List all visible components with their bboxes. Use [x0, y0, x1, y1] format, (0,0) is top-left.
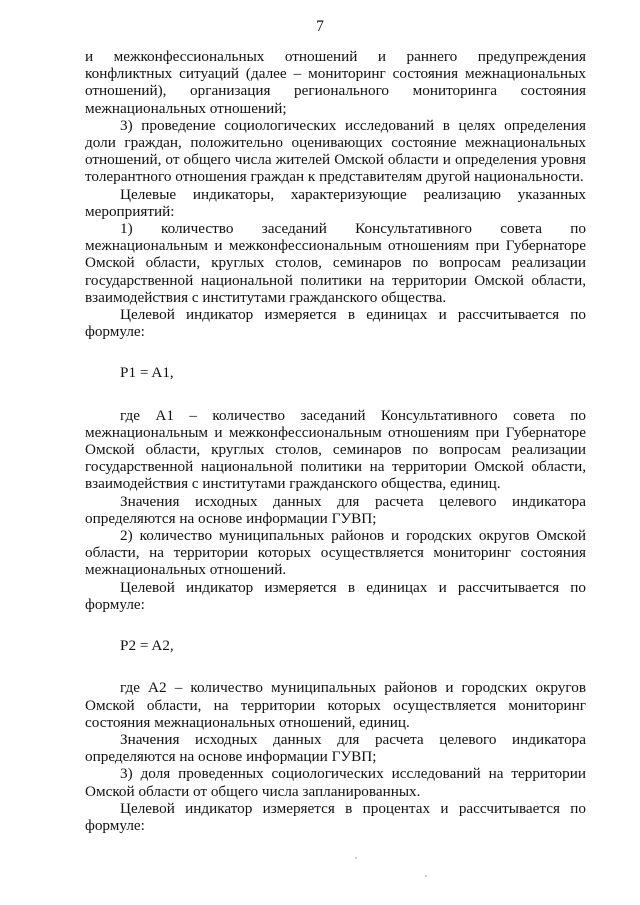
paragraph-where-a2: где А2 – количество муниципальных районов и городских округов Омской области, на территории которых осуществляется мониторинг состояния межнациональных отношений, единиц. [85, 679, 586, 731]
paragraph-source-data-1: Значения исходных данных для расчета целевого индикатора определяются на основе информации ГУВП; [85, 492, 586, 527]
document-body [85, 48, 586, 834]
paragraph-item-2-districts: 2) количество муниципальных районов и городских округов Омской области, на территории которых осуществляется мониторинг состояния межнациональных отношений. [85, 527, 586, 579]
scan-speck [425, 875, 427, 877]
paragraph-item-1-meetings: 1) количество заседаний Консультативного совета по межнациональным и межконфессиональным отношениям при Губернаторе Омской области, круглых столов, семинаров по вопросам реализации государственной национальной политики на территории Омской области, взаимодействия с институтами гражданского общества. [85, 220, 586, 306]
paragraph-item-3-share: 3) доля проведенных социологических исследований на территории Омской области от общего числа запланированных. [85, 765, 586, 800]
page-number: 7 [316, 18, 324, 35]
scan-speck [355, 857, 357, 859]
formula-p1: P1 = A1, [120, 364, 174, 382]
paragraph-source-data-2: Значения исходных данных для расчета целевого индикатора определяются на основе информации ГУВП; [85, 730, 586, 766]
formula-p2: P2 = A2, [120, 637, 174, 655]
paragraph-indicator-formula-3: Целевой индикатор измеряется в процентах и рассчитывается по формуле: [85, 799, 586, 834]
paragraph-indicator-formula-1: Целевой индикатор измеряется в единицах и рассчитывается по формуле: [85, 306, 586, 341]
paragraph-target-indicators-intro: Целевые индикаторы, характеризующие реализацию указанных мероприятий: [85, 185, 586, 220]
paragraph-item-3-research: 3) проведение социологических исследований в целях определения доли граждан, положительно оценивающих состояние межнациональных отношений, от общего числа жителей Омской области и определения уровня толерантного отношения граждан к представителям другой национальности. [85, 116, 586, 186]
paragraph-indicator-formula-2: Целевой индикатор измеряется в единицах и рассчитывается по формуле: [85, 578, 586, 613]
paragraph-where-a1: где А1 – количество заседаний Консультативного совета по межнациональным и межконфессиональным отношениям при Губернаторе Омской области, круглых столов, семинаров по вопросам реализации государственной национальной политики на территории Омской области, взаимодействия с институтами гражданского общества, единиц. [85, 406, 586, 493]
paragraph-continuation: и межконфессиональных отношений и раннего предупреждения конфликтных ситуаций (далее – мониторинг состояния межнациональных отношений), организация регионального мониторинга состояния межнациональных отношений; [85, 48, 586, 117]
